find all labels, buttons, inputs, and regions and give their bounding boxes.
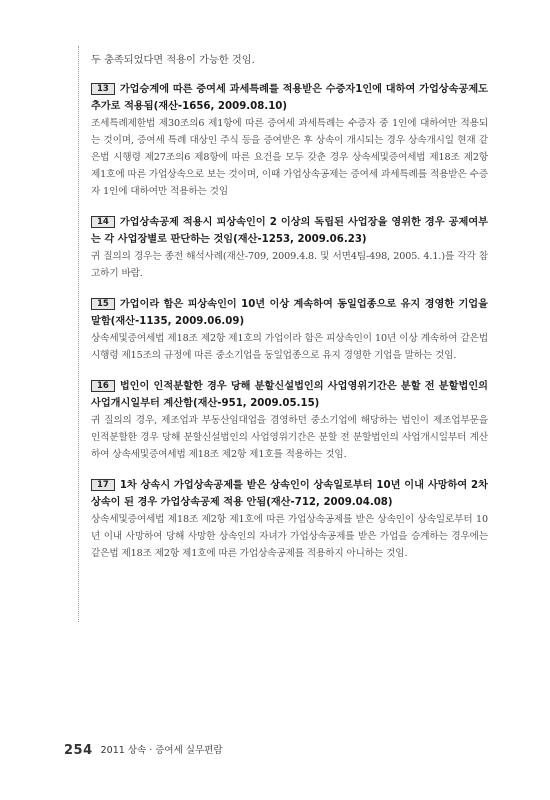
- item-number-box: 15: [91, 298, 115, 310]
- ruling-item-17: [91, 477, 488, 562]
- item-number-box: 17: [91, 479, 115, 491]
- ruling-body: 상속세및증여세법 제18조 제2항 제1호의 가업이라 함은 피상속인이 10년 이상 계속하여 같은법 시행령 제15조의 규정에 따른 중소기업을 동일업종으로 유지 경영한 기업을 말하는 것임.: [91, 333, 488, 361]
- ruling-heading-text: 가업승계에 따른 증여세 과세특례를 적용받은 수증자1인에 대하여 가업상속공제도 추가로 적용됨(재산-1656, 2009.08.10): [91, 84, 488, 112]
- ruling-item-14: [91, 214, 488, 282]
- ruling-heading: [91, 296, 488, 330]
- ruling-heading: [91, 477, 488, 511]
- item-number-box: 13: [91, 83, 115, 95]
- ruling-item-16: [91, 378, 488, 463]
- page-footer: [64, 739, 223, 758]
- page-content: [91, 52, 488, 576]
- ruling-body: 상속세및증여세법 제18조 제2항 제1호에 따른 가업상속공제를 받은 상속인이 상속일로부터 10년 이내 사망하여 당해 사망한 상속인의 자녀가 가업상속공제를 받은 가업을 승계하는 경우에는 같은법 제18조 제2항 제1호에 따른 가업상속공제를 적용하지 아니하는 것임.: [91, 514, 488, 559]
- ruling-body: 조세특례제한법 제30조의6 제1항에 따른 증여세 과세특례는 수증자 중 1인에 대하여만 적용되는 것이며, 증여세 특례 대상인 주식 등을 증여받은 후 상속이 개시되는 경우 상속개시일 현재 같은법 시행령 제27조의6 제8항에 따른 요건을 모두 갖춘 경우 상속세및증여세법 제18조 제2항 제1호에 따른 가업상속으로 보는 것이며, 이때 가업상속공제는 증여세 과세특례를 적용받은 수증자 1인에 대하여만 적용하는 것임: [91, 118, 488, 197]
- ruling-heading-text: 법인이 인적분할한 경우 당해 분할신설법인의 사업영위기간은 분할 전 분할법인의 사업개시일부터 계산함(재산-951, 2009.05.15): [91, 381, 488, 409]
- item-number-box: 14: [91, 216, 115, 228]
- intro-text: 두 충족되었다면 적용이 가능한 것임.: [91, 55, 255, 66]
- page-number: 254: [64, 743, 93, 758]
- ruling-item-15: [91, 296, 488, 364]
- book-title: 2011 상속 · 증여세 실무편람: [100, 745, 223, 756]
- ruling-heading: [91, 81, 488, 115]
- ruling-body: 귀 질의의 경우, 제조업과 부동산임대업을 겸영하던 중소기업에 해당하는 법인이 제조업부문을 인적분할한 경우 당해 분할신설법인의 사업영위기간은 분할 전 분할법인의 사업개시일부터 계산하여 상속세및증여세법 제18조 제2항 제1호를 적용하는 것임.: [91, 415, 488, 460]
- ruling-heading-text: 가업이라 함은 피상속인이 10년 이상 계속하여 동일업종으로 유지 경영한 기업을 말함(재산-1135, 2009.06.09): [91, 299, 488, 327]
- ruling-body: 귀 질의의 경우는 종전 해석사례(재산-709, 2009.4.8. 및 서면4팀-498, 2005. 4.1.)를 각각 참고하기 바람.: [91, 251, 488, 279]
- ruling-heading: [91, 378, 488, 412]
- item-number-box: 16: [91, 380, 115, 392]
- ruling-heading-text: 1차 상속시 가업상속공제를 받은 상속인이 상속일로부터 10년 이내 사망하여 2차 상속이 된 경우 가업상속공제 적용 안됨(재산-712, 2009.04.08): [91, 480, 488, 508]
- ruling-heading: [91, 214, 488, 248]
- margin-dotted-rule: [78, 46, 79, 622]
- ruling-heading-text: 가업상속공제 적용시 피상속인이 2 이상의 독립된 사업장을 영위한 경우 공제여부는 각 사업장별로 판단하는 것임(재산-1253, 2009.06.23): [91, 217, 488, 245]
- ruling-item-13: [91, 81, 488, 200]
